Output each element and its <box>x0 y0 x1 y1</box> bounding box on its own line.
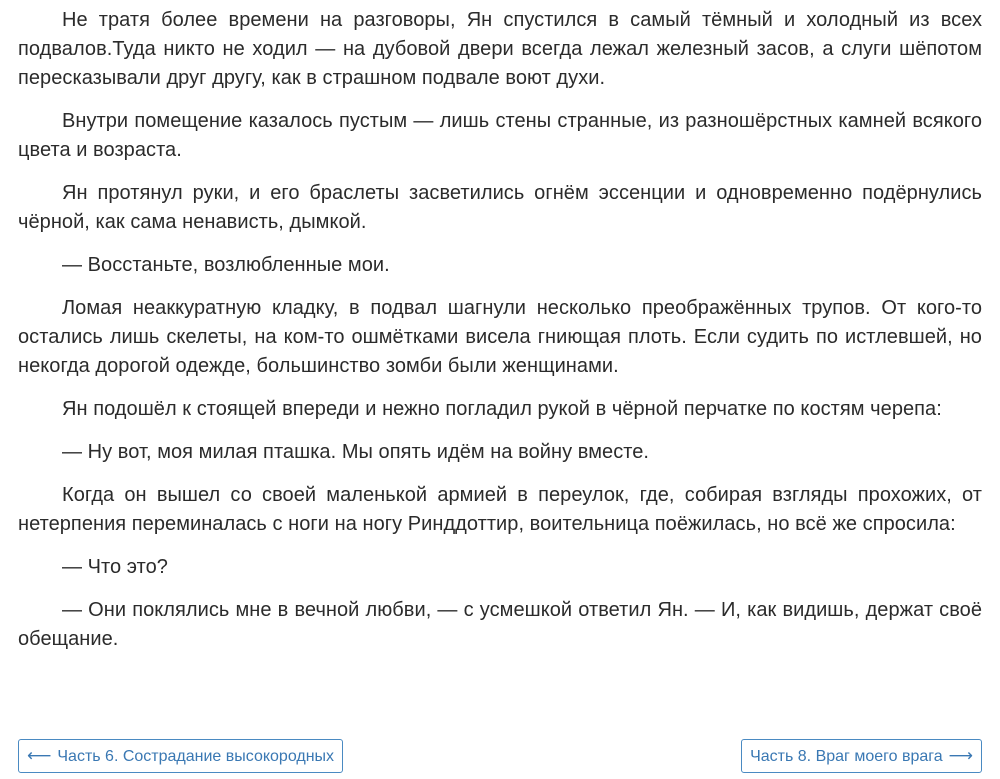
paragraph: Когда он вышел со своей маленькой армией в переулок, где, собирая взгляды прохожих, от нетерпения переминалась с ноги на ногу Ринддоттир, воительница поёжилась, но всё же спросила: <box>18 484 982 535</box>
arrow-right-icon: ⟶ <box>948 746 973 766</box>
paragraph: — Они поклялись мне в вечной любви, — с усмешкой ответил Ян. — И, как видишь, держат своё обещание. <box>18 599 982 650</box>
next-chapter-label: Часть 8. Враг моего врага <box>750 748 943 765</box>
previous-chapter-label: Часть 6. Сострадание высокородных <box>57 748 335 765</box>
previous-chapter-button[interactable] <box>18 739 343 773</box>
paragraph: — Ну вот, моя милая пташка. Мы опять идём на войну вместе. <box>62 441 650 463</box>
paragraph: Ян протянул руки, и его браслеты засветились огнём эссенции и одновременно подёрнулись чёрной, как сама ненависть, дымкой. <box>18 182 982 233</box>
paragraph: — Что это? <box>62 556 168 578</box>
paragraph: Ян подошёл к стоящей впереди и нежно погладил рукой в чёрной перчатке по костям черепа: <box>62 398 942 420</box>
arrow-left-icon: ⟵ <box>27 746 52 766</box>
chapter-navigation <box>18 739 982 773</box>
paragraph: Ломая неаккуратную кладку, в подвал шагнули несколько преображённых трупов. От кого-то остались лишь скелеты, на ком-то ошмётками висела гниющая плоть. Если судить по истлевшей, но некогда дорогой одежде, большинство зомби были женщинами. <box>18 297 982 377</box>
next-chapter-button[interactable] <box>741 739 982 773</box>
chapter-text <box>18 6 982 654</box>
paragraph: Не тратя более времени на разговоры, Ян спустился в самый тёмный и холодный из всех подвалов.Туда никто не ходил — на дубовой двери всегда лежал железный засов, а слуги шёпотом пересказывали друг другу, как в страшном подвале воют духи. <box>18 9 982 89</box>
paragraph: — Восстаньте, возлюбленные мои. <box>62 254 390 276</box>
paragraph: Внутри помещение казалось пустым — лишь стены странные, из разношёрстных камней всякого цвета и возраста. <box>18 110 982 161</box>
